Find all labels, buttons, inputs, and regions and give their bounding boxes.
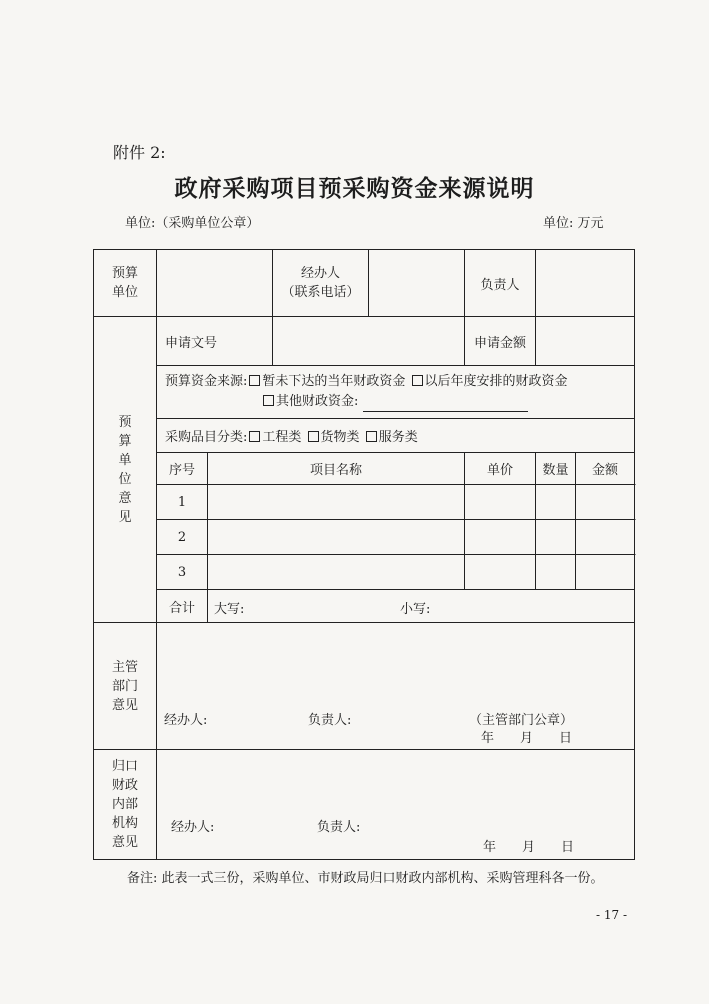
option-future-year: 以后年度安排的财政资金 [424,374,568,389]
footnote: 备注: 此表一式三份，采购单位、市财政局归口财政内部机构、采购管理科各一份。 [127,871,604,886]
handler-contact-header [273,250,369,317]
row-number: 1 [157,485,208,520]
option-services: 服务类 [378,430,418,445]
checkbox-future-year[interactable] [412,375,423,386]
person-in-charge-header: 负责人 [465,250,536,317]
dept-label-line: 主管 [111,659,138,675]
person-in-charge-value[interactable] [536,250,635,317]
application-amount-value[interactable] [536,317,635,366]
option-current-year: 暂未下达的当年财政资金 [262,374,406,389]
item-name-cell[interactable] [208,520,465,555]
budget-unit-opinion-header [94,317,157,623]
table-row [94,555,635,590]
checkbox-other-funds[interactable] [263,395,274,406]
unit-price-cell[interactable] [465,555,536,590]
opinion-char: 预 [118,414,132,430]
application-no-label: 申请文号 [157,317,273,366]
finance-charge-label: 负责人: [317,820,361,835]
checkbox-services[interactable] [366,431,377,442]
finance-opinion-body[interactable] [157,750,635,860]
option-other-funds: 其他财政资金: [276,394,359,409]
opinion-char: 位 [118,471,132,487]
dept-label-line: 意见 [111,697,138,713]
finance-label-line: 财政 [111,778,138,793]
budget-unit-header [94,250,157,317]
finance-date-month: 月 [522,840,536,855]
application-amount-label: 申请金额 [465,317,536,366]
dept-opinion-body[interactable] [157,623,635,750]
total-label: 合计 [157,590,208,623]
column-header-quantity: 数量 [536,453,576,485]
unit-seal-label: 单位:（采购单位公章） [125,216,260,231]
dept-handler-label: 经办人: [164,713,208,728]
uppercase-amount-label: 大写: [214,602,245,617]
finance-label-line: 意见 [111,835,138,850]
budget-unit-label-line1: 预算 [111,266,138,281]
dept-date-month: 月 [520,731,534,746]
application-no-value[interactable] [273,317,465,366]
total-row [208,590,635,623]
quantity-cell[interactable] [536,520,576,555]
unit-price-cell[interactable] [465,485,536,520]
checkbox-engineering[interactable] [249,431,260,442]
dept-date-day: 日 [559,731,573,746]
other-funds-input[interactable] [363,397,528,412]
dept-label-line: 部门 [111,678,138,694]
lowercase-amount-label: 小写: [400,602,431,617]
table-row [94,485,635,520]
page-number: - 17 - [596,908,628,922]
amount-cell[interactable] [576,555,635,590]
fund-source-row [157,366,635,419]
funding-source-form [93,249,635,860]
attachment-label: 附件 2: [113,143,166,162]
finance-label-line: 归口 [111,759,138,774]
quantity-cell[interactable] [536,555,576,590]
column-header-no: 序号 [157,453,208,485]
budget-unit-label-line2: 单位 [111,285,138,300]
handler-label: 经办人 [300,266,340,281]
table-row [94,520,635,555]
row-number: 3 [157,555,208,590]
handler-contact-value[interactable] [369,250,465,317]
unit-price-cell[interactable] [465,520,536,555]
row-number: 2 [157,520,208,555]
checkbox-goods[interactable] [308,431,319,442]
column-header-unit-price: 单价 [465,453,536,485]
column-header-amount: 金额 [576,453,635,485]
finance-date-year: 年 [483,840,497,855]
budget-unit-value[interactable] [157,250,273,317]
dept-charge-label: 负责人: [308,713,352,728]
column-header-item-name: 项目名称 [208,453,465,485]
opinion-char: 见 [118,509,132,525]
item-name-cell[interactable] [208,555,465,590]
dept-seal-label: （主管部门公章） [469,713,574,728]
opinion-char: 算 [118,433,132,449]
checkbox-current-year[interactable] [249,375,260,386]
option-engineering: 工程类 [262,430,302,445]
amount-cell[interactable] [576,485,635,520]
category-label: 采购品目分类: [165,430,248,445]
finance-label-line: 内部 [111,797,138,812]
currency-unit-label: 单位: 万元 [543,216,604,231]
form-title: 政府采购项目预采购资金来源说明 [174,175,535,202]
dept-date-year: 年 [481,731,495,746]
opinion-char: 意 [118,490,132,506]
item-name-cell[interactable] [208,485,465,520]
contact-phone-label: （联系电话） [281,285,360,300]
finance-opinion-header [94,750,157,860]
quantity-cell[interactable] [536,485,576,520]
opinion-char: 单 [118,452,132,468]
finance-handler-label: 经办人: [171,820,215,835]
finance-label-line: 机构 [111,816,138,831]
fund-source-label: 预算资金来源: [165,374,248,389]
dept-opinion-header [94,623,157,750]
amount-cell[interactable] [576,520,635,555]
category-row [157,419,635,453]
finance-date-day: 日 [561,840,575,855]
option-goods: 货物类 [320,430,360,445]
